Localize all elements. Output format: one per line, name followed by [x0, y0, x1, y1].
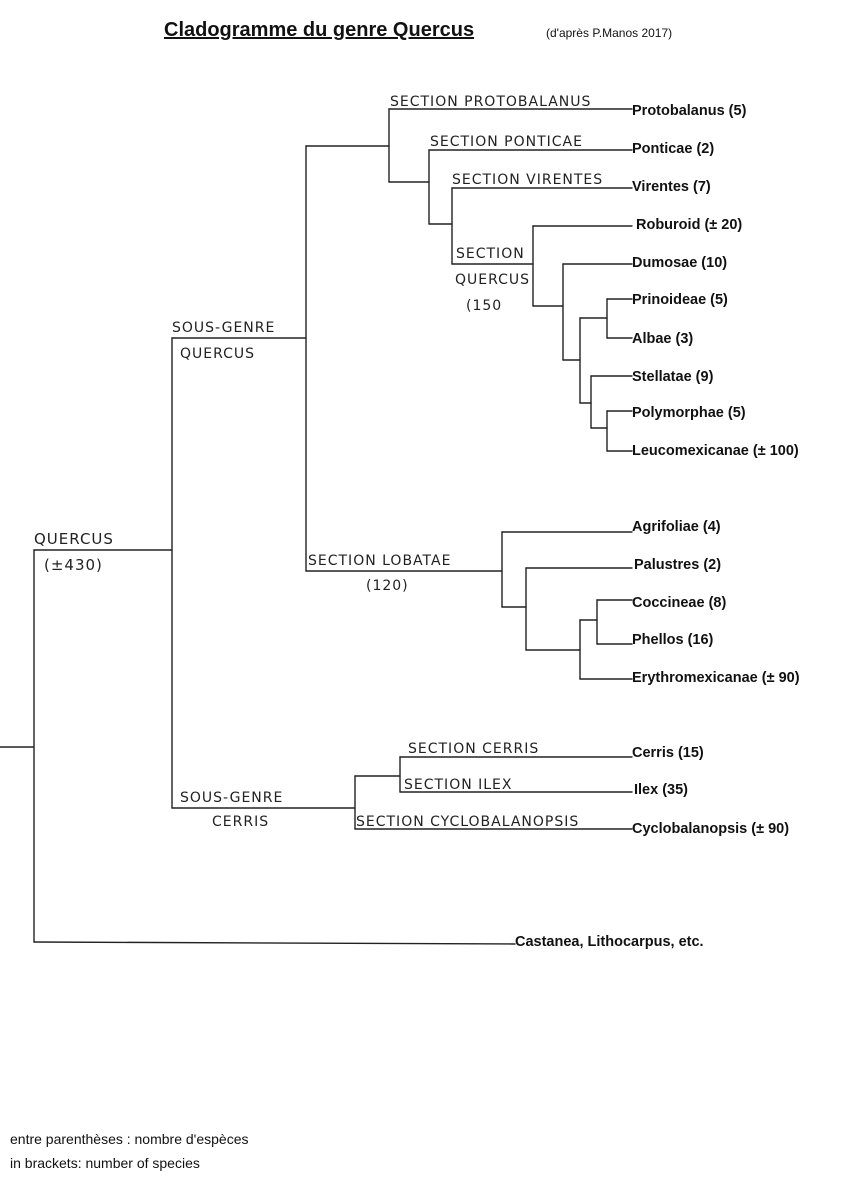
- outgroup-label: Castanea, Lithocarpus, etc.: [515, 934, 704, 950]
- taxon-label: Ilex (35): [634, 782, 688, 798]
- section-label: SECTION: [456, 246, 525, 262]
- section-label: SECTION CERRIS: [408, 741, 540, 757]
- taxon-label: Stellatae (9): [632, 369, 714, 385]
- taxon-label: Dumosae (10): [632, 255, 728, 271]
- root-count: (±430): [44, 556, 103, 574]
- diagram-title: Cladogramme du genre Quercus: [164, 19, 475, 41]
- taxon-label: Protobalanus (5): [632, 103, 747, 119]
- taxon-label: Virentes (7): [632, 179, 711, 195]
- taxon-label: Albae (3): [632, 331, 694, 347]
- taxon-label: Polymorphae (5): [632, 405, 746, 421]
- taxon-label: Ponticae (2): [632, 141, 715, 157]
- taxon-label: Erythromexicanae (± 90): [632, 670, 800, 686]
- subgenus-label: CERRIS: [212, 814, 270, 830]
- section-label: QUERCUS: [455, 272, 531, 288]
- handwritten-labels: [34, 94, 603, 830]
- section-label: SECTION VIRENTES: [452, 172, 604, 188]
- taxon-label: Cerris (15): [632, 745, 704, 761]
- taxon-label: Roburoid (± 20): [636, 217, 743, 233]
- taxon-label: Cyclobalanopsis (± 90): [632, 821, 790, 837]
- legend-note-fr: entre parenthèses : nombre d'espèces: [10, 1131, 249, 1147]
- subgenus-label: QUERCUS: [180, 346, 256, 362]
- section-label: SECTION PROTOBALANUS: [390, 94, 592, 110]
- subgenus-label: SOUS-GENRE: [180, 790, 284, 806]
- taxon-label: Agrifoliae (4): [632, 519, 721, 535]
- taxon-label: Phellos (16): [632, 632, 714, 648]
- section-count: (120): [366, 578, 409, 594]
- source-credit: (d'après P.Manos 2017): [546, 26, 673, 40]
- root-label: QUERCUS: [34, 530, 114, 548]
- section-count: (150: [466, 298, 503, 314]
- subgenus-label: SOUS-GENRE: [172, 320, 276, 336]
- taxon-label: Leucomexicanae (± 100): [632, 443, 799, 459]
- taxon-label: Coccineae (8): [632, 595, 727, 611]
- legend-note-en: in brackets: number of species: [10, 1155, 200, 1171]
- section-label: SECTION LOBATAE: [308, 553, 452, 569]
- section-label: SECTION PONTICAE: [430, 134, 583, 150]
- taxon-label: Prinoideae (5): [632, 292, 728, 308]
- section-label: SECTION ILEX: [404, 777, 513, 793]
- taxon-label: Palustres (2): [634, 557, 722, 573]
- section-label: SECTION CYCLOBALANOPSIS: [356, 814, 580, 830]
